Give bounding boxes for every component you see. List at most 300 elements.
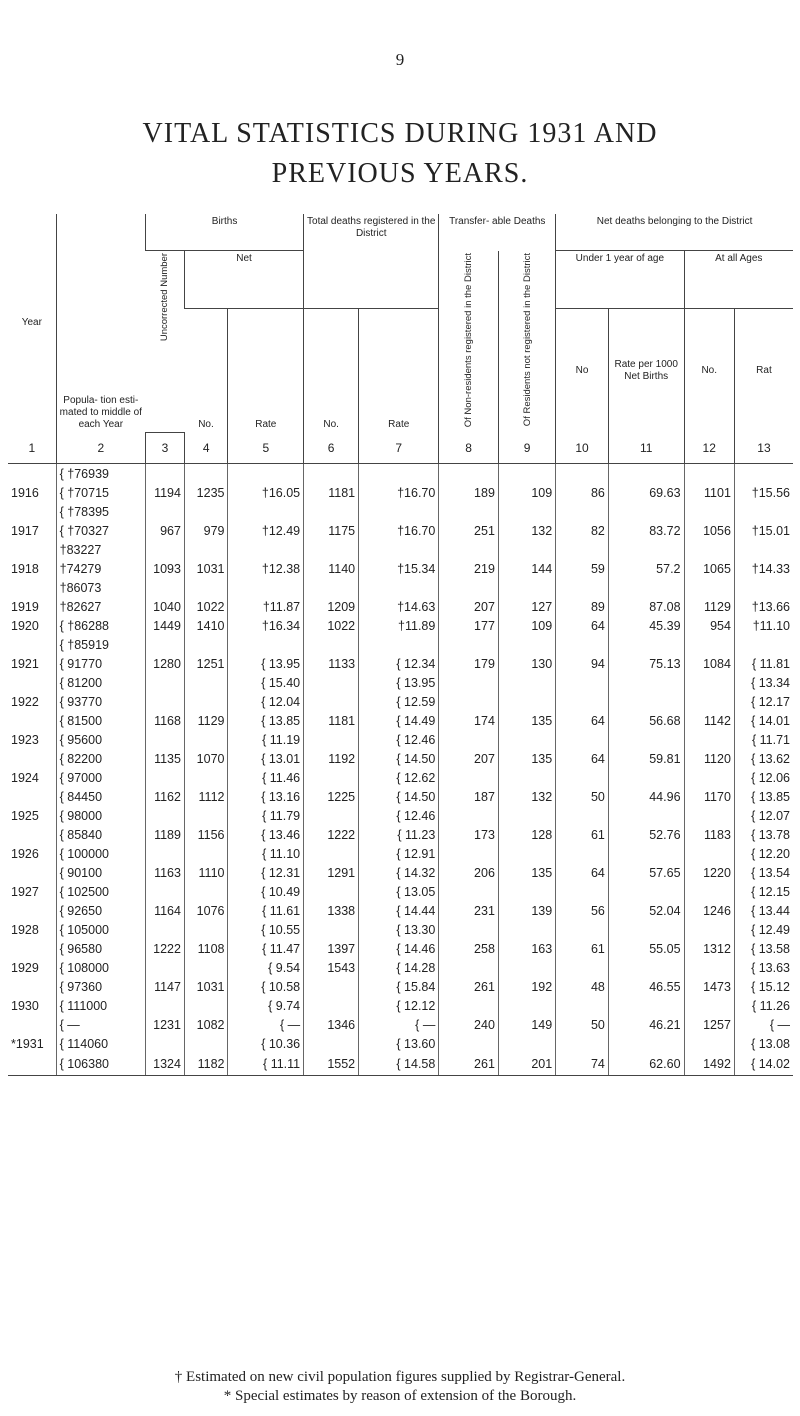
table-cell bbox=[8, 901, 56, 920]
table-cell bbox=[498, 996, 555, 1015]
table-cell bbox=[439, 844, 499, 863]
table-cell: 1140 bbox=[304, 559, 359, 578]
table-cell bbox=[228, 502, 304, 521]
table-cell: 1183 bbox=[684, 825, 734, 844]
table-row bbox=[8, 787, 793, 806]
table-cell: 64 bbox=[556, 711, 609, 730]
table-cell bbox=[608, 464, 684, 484]
header-year: Year bbox=[21, 317, 42, 329]
table-cell: 1473 bbox=[684, 977, 734, 996]
table-cell bbox=[734, 540, 793, 559]
table-cell: 258 bbox=[439, 939, 499, 958]
table-cell: †15.01 bbox=[734, 521, 793, 540]
table-cell: †74279 bbox=[56, 559, 145, 578]
table-cell bbox=[439, 464, 499, 484]
table-cell: 1031 bbox=[184, 559, 228, 578]
table-cell: { 97360 bbox=[56, 977, 145, 996]
table-cell: 1133 bbox=[304, 654, 359, 673]
table-cell: 1110 bbox=[184, 863, 228, 882]
table-cell: { 11.61 bbox=[228, 901, 304, 920]
table-cell: 1156 bbox=[184, 825, 228, 844]
table-cell: 1192 bbox=[304, 749, 359, 768]
table-cell bbox=[146, 768, 185, 787]
table-cell bbox=[556, 844, 609, 863]
table-cell: 240 bbox=[439, 1015, 499, 1034]
header-deaths-no: No. bbox=[304, 309, 359, 433]
table-row bbox=[8, 502, 793, 521]
table-row bbox=[8, 559, 793, 578]
column-number: 5 bbox=[228, 433, 304, 464]
table-cell bbox=[8, 939, 56, 958]
table-cell: 135 bbox=[498, 749, 555, 768]
table-cell: 144 bbox=[498, 559, 555, 578]
table-cell: { 13.16 bbox=[228, 787, 304, 806]
table-cell bbox=[734, 635, 793, 654]
table-cell: { 12.17 bbox=[734, 692, 793, 711]
table-cell: 1927 bbox=[11, 884, 39, 899]
table-cell: { 11.46 bbox=[228, 768, 304, 787]
table-cell bbox=[228, 464, 304, 484]
table-cell bbox=[8, 787, 56, 806]
table-cell: { 11.81 bbox=[734, 654, 793, 673]
header-infant-no: No bbox=[556, 309, 609, 433]
table-cell bbox=[498, 958, 555, 977]
table-cell: 48 bbox=[556, 977, 609, 996]
table-cell bbox=[146, 996, 185, 1015]
table-row bbox=[8, 730, 793, 749]
table-cell: 50 bbox=[556, 1015, 609, 1034]
table-cell: { 9.74 bbox=[228, 996, 304, 1015]
table-cell bbox=[556, 540, 609, 559]
table-cell: 163 bbox=[498, 939, 555, 958]
table-cell bbox=[684, 996, 734, 1015]
table-cell: 1924 bbox=[11, 770, 39, 785]
table-cell: 132 bbox=[498, 787, 555, 806]
column-number: 7 bbox=[359, 433, 439, 464]
table-cell: 1926 bbox=[11, 846, 39, 861]
column-number: 13 bbox=[734, 433, 793, 464]
table-cell: { 93770 bbox=[56, 692, 145, 711]
table-cell: { 84450 bbox=[56, 787, 145, 806]
vital-statistics-table bbox=[8, 214, 793, 1076]
table-cell: { 11.23 bbox=[359, 825, 439, 844]
table-cell bbox=[556, 692, 609, 711]
table-cell: { †86288 bbox=[56, 616, 145, 635]
table-cell bbox=[146, 1034, 185, 1053]
table-cell: 57.65 bbox=[608, 863, 684, 882]
table-cell: 1921 bbox=[11, 656, 39, 671]
table-row bbox=[8, 996, 793, 1015]
table-cell: 1923 bbox=[11, 732, 39, 747]
table-cell bbox=[684, 806, 734, 825]
table-cell bbox=[498, 673, 555, 692]
table-cell bbox=[439, 806, 499, 825]
table-cell: 1919 bbox=[11, 599, 39, 614]
table-cell: 1112 bbox=[184, 787, 228, 806]
table-row bbox=[8, 977, 793, 996]
table-cell: 1397 bbox=[304, 939, 359, 958]
table-cell: 1312 bbox=[684, 939, 734, 958]
table-row bbox=[8, 863, 793, 882]
column-number: 10 bbox=[556, 433, 609, 464]
table-row bbox=[8, 540, 793, 559]
table-cell: { 102500 bbox=[56, 882, 145, 901]
table-cell bbox=[8, 502, 56, 521]
table-cell bbox=[608, 996, 684, 1015]
header-net: Net bbox=[184, 251, 303, 309]
table-row bbox=[8, 882, 793, 901]
table-cell: { 12.07 bbox=[734, 806, 793, 825]
table-cell bbox=[359, 540, 439, 559]
table-cell: { †78395 bbox=[56, 502, 145, 521]
table-cell bbox=[8, 977, 56, 996]
table-cell bbox=[556, 958, 609, 977]
table-cell: 109 bbox=[498, 616, 555, 635]
table-cell: 174 bbox=[439, 711, 499, 730]
table-cell: 192 bbox=[498, 977, 555, 996]
table-cell: 82 bbox=[556, 521, 609, 540]
table-cell: { 10.49 bbox=[228, 882, 304, 901]
table-cell: { 12.59 bbox=[359, 692, 439, 711]
table-cell: 128 bbox=[498, 825, 555, 844]
table-cell bbox=[556, 502, 609, 521]
table-cell: 1022 bbox=[184, 597, 228, 616]
table-cell: 44.96 bbox=[608, 787, 684, 806]
table-cell bbox=[359, 635, 439, 654]
table-cell: { 12.34 bbox=[359, 654, 439, 673]
table-cell bbox=[498, 502, 555, 521]
table-cell: 56.68 bbox=[608, 711, 684, 730]
table-cell bbox=[146, 635, 185, 654]
table-cell bbox=[304, 502, 359, 521]
table-cell: { — bbox=[734, 1015, 793, 1034]
table-cell bbox=[608, 578, 684, 597]
table-cell: 1070 bbox=[184, 749, 228, 768]
table-cell: { 13.34 bbox=[734, 673, 793, 692]
table-cell bbox=[184, 920, 228, 939]
table-cell: { 14.49 bbox=[359, 711, 439, 730]
table-cell: 1194 bbox=[146, 483, 185, 502]
table-cell: 50 bbox=[556, 787, 609, 806]
table-cell bbox=[498, 464, 555, 484]
table-cell bbox=[498, 882, 555, 901]
header-at-all-ages: At all Ages bbox=[684, 251, 793, 309]
table-cell: { 14.32 bbox=[359, 863, 439, 882]
table-cell: { 13.85 bbox=[228, 711, 304, 730]
table-cell: { 11.11 bbox=[228, 1053, 304, 1076]
table-cell: 189 bbox=[439, 483, 499, 502]
table-cell: { 12.04 bbox=[228, 692, 304, 711]
footnote-special: * Special estimates by reason of extension of the Borough. bbox=[223, 1388, 577, 1404]
table-cell bbox=[734, 502, 793, 521]
table-cell: 1065 bbox=[684, 559, 734, 578]
table-cell: 46.21 bbox=[608, 1015, 684, 1034]
table-cell bbox=[439, 882, 499, 901]
header-total-deaths: Total deaths registered in the District bbox=[304, 214, 439, 309]
table-cell: 1129 bbox=[184, 711, 228, 730]
table-cell bbox=[684, 958, 734, 977]
table-cell: { 11.71 bbox=[734, 730, 793, 749]
table-row bbox=[8, 825, 793, 844]
table-cell bbox=[684, 540, 734, 559]
table-cell: { 82200 bbox=[56, 749, 145, 768]
table-cell bbox=[184, 768, 228, 787]
table-cell: †14.33 bbox=[734, 559, 793, 578]
table-cell: { 12.12 bbox=[359, 996, 439, 1015]
table-cell: { 12.31 bbox=[228, 863, 304, 882]
table-cell bbox=[498, 578, 555, 597]
table-cell: { 12.46 bbox=[359, 730, 439, 749]
table-cell bbox=[184, 673, 228, 692]
table-cell bbox=[8, 749, 56, 768]
table-cell bbox=[608, 673, 684, 692]
table-cell bbox=[684, 920, 734, 939]
table-cell: 1338 bbox=[304, 901, 359, 920]
table-cell bbox=[439, 635, 499, 654]
table-cell: †15.34 bbox=[359, 559, 439, 578]
table-cell: 1168 bbox=[146, 711, 185, 730]
table-cell: 1031 bbox=[184, 977, 228, 996]
table-cell bbox=[184, 502, 228, 521]
table-cell bbox=[8, 464, 56, 484]
table-cell: 1246 bbox=[684, 901, 734, 920]
table-row bbox=[8, 768, 793, 787]
table-cell: { — bbox=[228, 1015, 304, 1034]
table-cell bbox=[439, 540, 499, 559]
table-cell bbox=[498, 806, 555, 825]
table-cell bbox=[608, 844, 684, 863]
table-cell: { 91770 bbox=[56, 654, 145, 673]
table-cell: 173 bbox=[439, 825, 499, 844]
table-cell: { †70715 bbox=[56, 483, 145, 502]
table-cell bbox=[184, 996, 228, 1015]
table-cell: 87.08 bbox=[608, 597, 684, 616]
table-row bbox=[8, 673, 793, 692]
table-cell bbox=[184, 464, 228, 484]
table-cell bbox=[608, 768, 684, 787]
table-cell: 64 bbox=[556, 616, 609, 635]
table-cell: 1918 bbox=[11, 561, 39, 576]
table-cell: { 13.44 bbox=[734, 901, 793, 920]
column-number: 1 bbox=[8, 433, 56, 464]
table-cell: 46.55 bbox=[608, 977, 684, 996]
table-cell bbox=[684, 1034, 734, 1053]
table-cell: { 10.55 bbox=[228, 920, 304, 939]
table-cell: { 12.15 bbox=[734, 882, 793, 901]
table-row bbox=[8, 844, 793, 863]
table-cell: { 100000 bbox=[56, 844, 145, 863]
table-cell: 1280 bbox=[146, 654, 185, 673]
table-cell: 56 bbox=[556, 901, 609, 920]
table-cell: 1142 bbox=[684, 711, 734, 730]
table-cell bbox=[439, 920, 499, 939]
table-cell: 1231 bbox=[146, 1015, 185, 1034]
table-cell: 201 bbox=[498, 1053, 555, 1076]
table-cell bbox=[8, 825, 56, 844]
table-cell bbox=[439, 958, 499, 977]
table-cell bbox=[146, 692, 185, 711]
table-cell: 1101 bbox=[684, 483, 734, 502]
table-cell: { 12.20 bbox=[734, 844, 793, 863]
table-cell: { 13.58 bbox=[734, 939, 793, 958]
table-cell: { 13.54 bbox=[734, 863, 793, 882]
table-cell bbox=[184, 882, 228, 901]
table-cell: { †70327 bbox=[56, 521, 145, 540]
table-cell bbox=[684, 464, 734, 484]
table-cell bbox=[304, 806, 359, 825]
table-cell: { 13.78 bbox=[734, 825, 793, 844]
column-number: 8 bbox=[439, 433, 499, 464]
table-cell: 69.63 bbox=[608, 483, 684, 502]
table-cell bbox=[8, 1015, 56, 1034]
table-cell: { 106380 bbox=[56, 1053, 145, 1076]
table-cell: 1084 bbox=[684, 654, 734, 673]
table-cell: 52.04 bbox=[608, 901, 684, 920]
table-cell: †14.63 bbox=[359, 597, 439, 616]
table-cell bbox=[359, 464, 439, 484]
table-cell: 1220 bbox=[684, 863, 734, 882]
table-cell: 1093 bbox=[146, 559, 185, 578]
table-cell: 1222 bbox=[304, 825, 359, 844]
table-row bbox=[8, 654, 793, 673]
table-row bbox=[8, 521, 793, 540]
table-cell bbox=[304, 768, 359, 787]
table-cell: 61 bbox=[556, 939, 609, 958]
table-cell: 206 bbox=[439, 863, 499, 882]
table-cell: 1929 bbox=[11, 960, 39, 975]
table-row bbox=[8, 578, 793, 597]
table-cell: 179 bbox=[439, 654, 499, 673]
table-row bbox=[8, 1015, 793, 1034]
table-cell bbox=[439, 578, 499, 597]
table-cell bbox=[498, 768, 555, 787]
table-cell: { 11.10 bbox=[228, 844, 304, 863]
table-cell: 1175 bbox=[304, 521, 359, 540]
table-cell bbox=[439, 673, 499, 692]
table-cell: †13.66 bbox=[734, 597, 793, 616]
table-cell: 1135 bbox=[146, 749, 185, 768]
table-cell bbox=[184, 958, 228, 977]
table-cell: 75.13 bbox=[608, 654, 684, 673]
table-cell bbox=[184, 844, 228, 863]
table-cell: 135 bbox=[498, 863, 555, 882]
table-cell: { 14.44 bbox=[359, 901, 439, 920]
table-cell bbox=[684, 692, 734, 711]
column-number: 2 bbox=[56, 433, 145, 464]
table-cell: 954 bbox=[684, 616, 734, 635]
table-cell bbox=[304, 977, 359, 996]
column-number: 4 bbox=[184, 433, 228, 464]
table-cell: 135 bbox=[498, 711, 555, 730]
table-cell bbox=[439, 692, 499, 711]
table-cell: { †76939 bbox=[56, 464, 145, 484]
table-cell: 187 bbox=[439, 787, 499, 806]
table-cell: { 13.63 bbox=[734, 958, 793, 977]
table-cell: 52.76 bbox=[608, 825, 684, 844]
table-cell bbox=[184, 635, 228, 654]
table-cell: *1931 bbox=[11, 1036, 44, 1051]
header-population: Popula- tion esti- mated to middle of each Year bbox=[56, 214, 145, 433]
table-cell: 83.72 bbox=[608, 521, 684, 540]
table-cell bbox=[556, 578, 609, 597]
table-cell: 1056 bbox=[684, 521, 734, 540]
table-cell: 1251 bbox=[184, 654, 228, 673]
table-cell: 130 bbox=[498, 654, 555, 673]
column-number: 9 bbox=[498, 433, 555, 464]
table-row bbox=[8, 711, 793, 730]
table-cell: 1181 bbox=[304, 483, 359, 502]
table-cell: 1257 bbox=[684, 1015, 734, 1034]
table-row bbox=[8, 958, 793, 977]
table-cell bbox=[684, 882, 734, 901]
table-cell bbox=[556, 920, 609, 939]
table-cell bbox=[439, 768, 499, 787]
header-all-ages-rate: Rat bbox=[734, 309, 793, 433]
table-cell bbox=[304, 692, 359, 711]
table-cell bbox=[556, 768, 609, 787]
table-cell: 219 bbox=[439, 559, 499, 578]
table-cell bbox=[8, 711, 56, 730]
table-cell: 94 bbox=[556, 654, 609, 673]
table-cell: 207 bbox=[439, 749, 499, 768]
table-cell bbox=[498, 635, 555, 654]
table-cell bbox=[184, 540, 228, 559]
table-cell: { 13.95 bbox=[359, 673, 439, 692]
table-row bbox=[8, 806, 793, 825]
table-cell: 45.39 bbox=[608, 616, 684, 635]
table-cell: 1225 bbox=[304, 787, 359, 806]
table-cell: 1189 bbox=[146, 825, 185, 844]
table-cell: { 14.50 bbox=[359, 749, 439, 768]
table-cell: { 13.85 bbox=[734, 787, 793, 806]
table-cell: 261 bbox=[439, 1053, 499, 1076]
table-cell bbox=[684, 844, 734, 863]
table-cell bbox=[439, 996, 499, 1015]
table-cell bbox=[146, 806, 185, 825]
table-cell: 1916 bbox=[11, 485, 39, 500]
footnotes bbox=[0, 1368, 800, 1406]
table-cell: { 108000 bbox=[56, 958, 145, 977]
header-transferable-deaths: Transfer- able Deaths bbox=[439, 214, 556, 251]
table-cell bbox=[146, 578, 185, 597]
table-cell: { 11.79 bbox=[228, 806, 304, 825]
table-cell: †16.34 bbox=[228, 616, 304, 635]
table-cell: { 13.46 bbox=[228, 825, 304, 844]
header-all-ages-no: No. bbox=[684, 309, 734, 433]
table-cell bbox=[556, 464, 609, 484]
table-cell bbox=[304, 673, 359, 692]
table-cell: { — bbox=[56, 1015, 145, 1034]
table-cell: { 92650 bbox=[56, 901, 145, 920]
table-row bbox=[8, 483, 793, 502]
table-cell: 1410 bbox=[184, 616, 228, 635]
table-cell: { 13.05 bbox=[359, 882, 439, 901]
table-cell bbox=[684, 635, 734, 654]
table-cell: 1170 bbox=[684, 787, 734, 806]
table-cell bbox=[608, 502, 684, 521]
table-cell bbox=[608, 806, 684, 825]
table-cell: 1449 bbox=[146, 616, 185, 635]
table-cell: 1209 bbox=[304, 597, 359, 616]
table-cell: 207 bbox=[439, 597, 499, 616]
table-cell: 231 bbox=[439, 901, 499, 920]
table-cell: 1291 bbox=[304, 863, 359, 882]
table-cell: 1346 bbox=[304, 1015, 359, 1034]
table-cell: 1164 bbox=[146, 901, 185, 920]
table-cell bbox=[734, 464, 793, 484]
table-cell bbox=[184, 1034, 228, 1053]
table-cell bbox=[684, 730, 734, 749]
